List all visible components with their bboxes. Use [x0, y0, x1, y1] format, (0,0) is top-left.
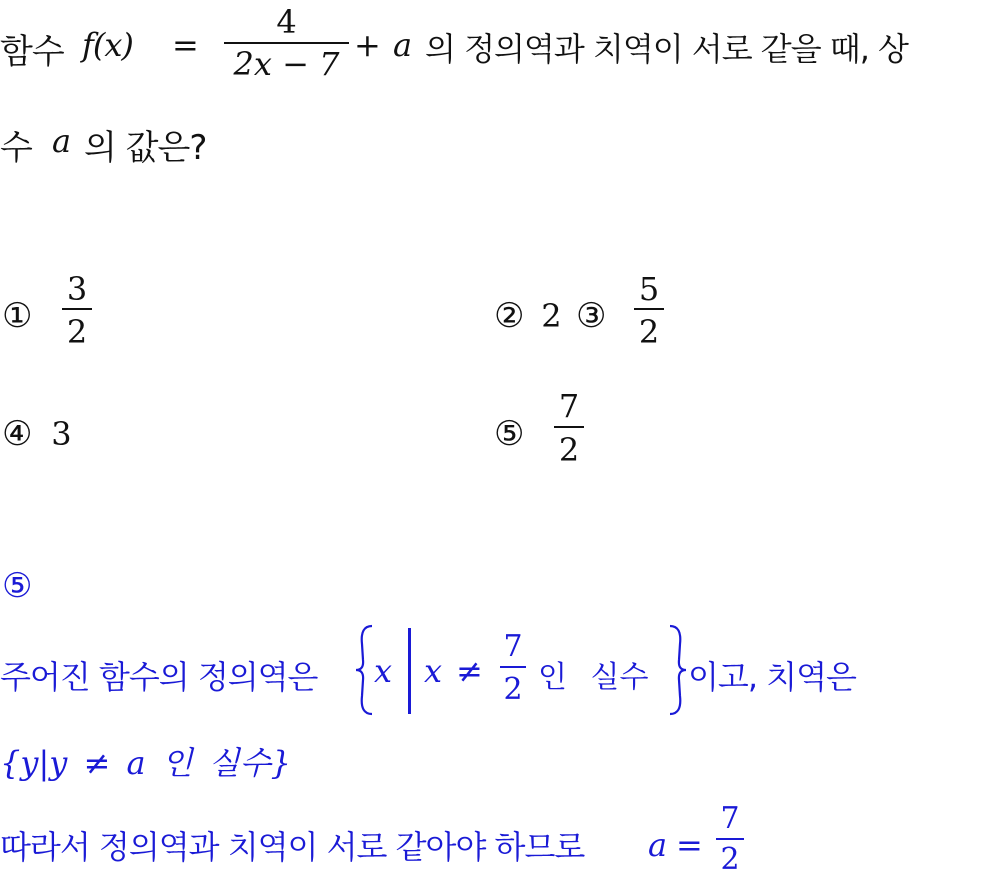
choice-3-fraction: [634, 270, 664, 354]
fraction-denominator: 2: [66, 313, 88, 351]
answer-line3-text: 따라서 정의역과 치역이 서로 같아야 하므로: [0, 828, 585, 866]
line3-eq: =: [676, 826, 703, 864]
fraction-numerator: 7: [720, 801, 740, 836]
fraction-numerator: 3: [66, 270, 88, 308]
fraction-denominator: 2: [503, 672, 523, 707]
line2-end: 의 값은?: [84, 128, 207, 168]
set-tail: 인 실수: [538, 660, 649, 695]
function-name: f(x): [82, 26, 133, 64]
choice-marker: ④: [2, 414, 33, 454]
choice-5-fraction: [554, 386, 584, 472]
fraction-numerator: 7: [558, 387, 580, 425]
answer-marker: ⑤: [2, 566, 33, 606]
line3-var: a: [648, 826, 668, 864]
fraction-numerator: 4: [276, 3, 297, 41]
choice-4[interactable]: [2, 414, 72, 454]
choice-1[interactable]: [2, 296, 32, 336]
question-prefix: 함수: [0, 32, 64, 72]
left-brace: [352, 622, 376, 718]
fraction-denominator: 2: [720, 842, 740, 877]
fraction-denominator: 2x − 7: [233, 45, 340, 83]
choice-marker: ⑤: [494, 414, 525, 454]
equals-sign: =: [172, 26, 198, 64]
answer-line1-after: 이고, 치역은: [688, 658, 856, 696]
question-fraction: [224, 4, 349, 82]
choice-value: 2: [541, 297, 562, 335]
choice-1-fraction: [62, 270, 92, 354]
fraction-numerator: 5: [638, 270, 660, 308]
choice-marker: ①: [2, 296, 33, 336]
set-divider: [408, 628, 411, 714]
choice-marker: ③: [576, 296, 607, 336]
set-var: x: [374, 652, 393, 690]
plus-sign: +: [354, 26, 380, 64]
set-cond-var: x: [424, 652, 443, 690]
choice-value: 3: [51, 415, 72, 453]
fraction-denominator: 2: [638, 313, 660, 351]
line2-var: a: [52, 122, 71, 160]
right-brace: [666, 622, 690, 718]
set-fraction: [500, 628, 526, 712]
var-a: a: [393, 26, 412, 64]
line3-fraction: [716, 800, 744, 880]
choice-3[interactable]: [576, 296, 606, 336]
choice-marker: ②: [494, 296, 525, 336]
fraction-denominator: 2: [558, 431, 580, 469]
question-middle-text: 의 정의역과 치역이 서로 같을 때, 상: [425, 30, 908, 68]
fraction-numerator: 7: [503, 629, 523, 664]
choice-5[interactable]: [494, 414, 524, 454]
domain-set: [352, 622, 692, 718]
choice-2[interactable]: [494, 296, 562, 336]
range-set: {y|y ≠ a 인 실수}: [0, 744, 291, 782]
fraction-bar: [224, 42, 349, 44]
answer-line-3: [0, 822, 584, 868]
neq-sign: ≠: [456, 652, 483, 690]
answer-line1-text: 주어진 함수의 정의역은: [0, 658, 318, 696]
line2-start: 수: [0, 128, 32, 168]
answer-line-1: [0, 652, 317, 698]
